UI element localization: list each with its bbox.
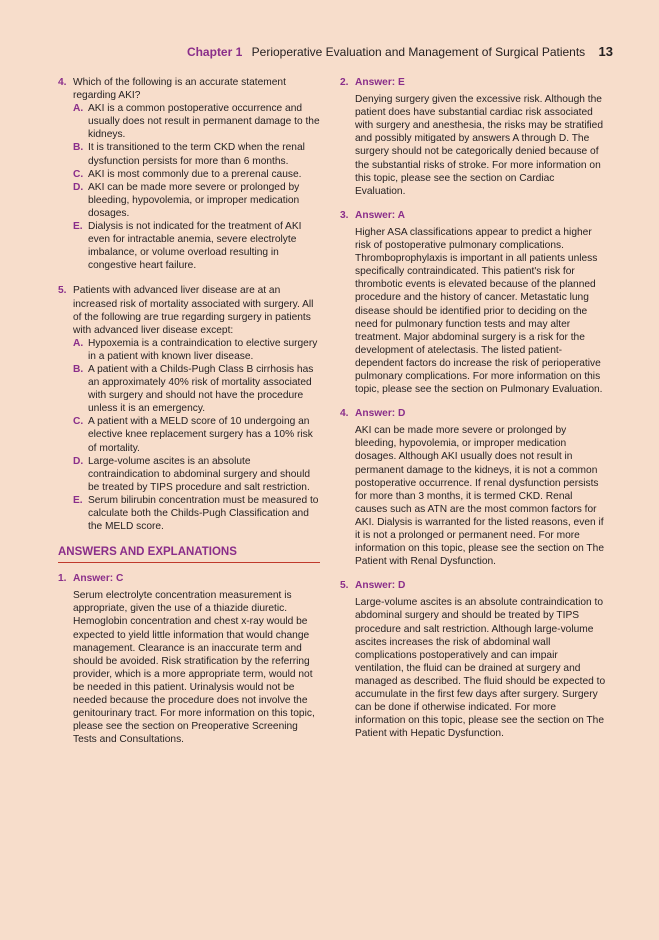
option-b xyxy=(73,141,324,167)
left-column xyxy=(58,76,324,757)
chapter-label: Chapter 1 xyxy=(186,45,243,59)
option-e xyxy=(73,220,324,272)
page-number: 13 xyxy=(598,44,613,59)
answer-label: Answer: E xyxy=(355,77,405,88)
answer-2 xyxy=(340,76,606,198)
question-stem: Which of the following is an accurate statement regarding AKI? xyxy=(73,77,286,102)
answer-number: 4. xyxy=(340,408,349,420)
question-5 xyxy=(58,284,324,533)
option-letter: A. xyxy=(73,337,84,349)
answer-label: Answer: D xyxy=(355,408,406,420)
option-letter: D. xyxy=(73,455,84,467)
option-text: Dialysis is not indicated for the treatment of AKI even for intractable anemia, severe electrolyte imbalance, or volume overload resulting in congestive heart failure. xyxy=(88,221,302,272)
answer-label: Answer: D xyxy=(355,580,406,592)
answer-1 xyxy=(58,572,324,746)
option-letter: B. xyxy=(73,363,84,375)
answer-number: 2. xyxy=(340,77,349,88)
option-text: Serum bilirubin concentration must be measured to calculate both the Childs-Pugh Classification and the MELD score. xyxy=(88,494,319,533)
option-text: Hypoxemia is a contraindication to elective surgery in a patient with known liver disease. xyxy=(88,337,318,362)
question-number: 4. xyxy=(58,77,67,88)
answer-explanation: Large-volume ascites is an absolute contraindication to abdominal surgery and should be treated by TIPS procedure and salt restriction. Although large-volume ascites increases the risk of abdominal wall complications postoperatively and can impair ventilation, the fluid can be drained at surgery and managed as described. The fluid should be expected to accumulate in the first few days after surgery. Surgery can be done if otherwise indicated. For more information on this topic, please see the section on The Patient with Hepatic Dysfunction. xyxy=(355,597,606,740)
question-number: 5. xyxy=(58,285,67,297)
question-4 xyxy=(58,76,324,272)
option-d xyxy=(73,455,324,494)
option-text: AKI is most commonly due to a prerenal cause. xyxy=(88,168,302,180)
answer-explanation: Serum electrolyte concentration measurement is appropriate, given the use of a thiazide diuretic. Hemoglobin concentration and chest x-ray would be expected to yield little information that would change management. Clearance is an inaccurate term and should be avoided. Risk stratification by the referring provider, which is a more appropriate term, would not be needed in this patient. Urinalysis would not be needed because the procedure does not involve the genitourinary tract. For more information on this topic, please see the section on Preoperative Screening Tests and Consultations. xyxy=(73,590,315,746)
option-text: A patient with a Childs-Pugh Class B cirrhosis has an approximately 40% risk of mortality associated with surgery and should not have the procedure unless it is an emergency. xyxy=(88,363,314,415)
running-header xyxy=(187,44,613,60)
option-b xyxy=(73,363,324,415)
answer-5 xyxy=(340,579,606,740)
option-letter: A. xyxy=(73,103,84,115)
option-letter: E. xyxy=(73,494,83,506)
option-a xyxy=(73,102,324,141)
answer-explanation: AKI can be made more severe or prolonged by bleeding, hypovolemia, or improper medication dosages. Although AKI usually does not result in permanent damage to the kidneys, it is not a common postoperative occurrence. If renal dysfunction persists for more than 3 months, it is termed CKD. Renal causes such as ATN are the most common factors for AKI. Dialysis is warranted for the listed reasons, even if it is not a prolonged or permanent need. For more information on this topic, please see the section on The Patient with Renal Dysfunction. xyxy=(355,425,604,568)
option-letter: C. xyxy=(73,168,84,180)
option-letter: B. xyxy=(73,142,84,154)
option-text: AKI can be made more severe or prolonged by bleeding, hypovolemia, or improper medication dosages. xyxy=(88,181,300,219)
option-letter: D. xyxy=(73,181,84,193)
answer-3 xyxy=(340,209,606,396)
option-text: Large-volume ascites is an absolute contraindication to abdominal surgery and should be treated by TIPS procedure and salt restriction. xyxy=(88,455,311,493)
option-c xyxy=(73,415,324,454)
option-letter: E. xyxy=(73,221,83,233)
option-a xyxy=(73,337,324,363)
section-heading: ANSWERS AND EXPLANATIONS xyxy=(58,545,320,563)
option-text: A patient with a MELD score of 10 undergoing an elective knee replacement surgery has a 10% risk of mortality. xyxy=(88,416,313,454)
option-text: AKI is a common postoperative occurrence and usually does not result in permanent damage to the kidneys. xyxy=(88,103,320,141)
question-stem: Patients with advanced liver disease are at an increased risk of mortality associated with surgery. All of the following are true regarding surgery in patients with advanced liver disease except: xyxy=(73,285,314,336)
option-letter: C. xyxy=(73,416,84,428)
answer-number: 5. xyxy=(340,580,349,592)
answer-label: Answer: A xyxy=(355,209,406,221)
option-d xyxy=(73,181,324,220)
answer-4 xyxy=(340,407,606,568)
option-e xyxy=(73,494,324,533)
answer-number: 1. xyxy=(58,573,67,585)
option-text: It is transitioned to the term CKD when the renal dysfunction persists for more than 6 months. xyxy=(88,142,305,167)
answer-label: Answer: C xyxy=(73,573,124,585)
answer-explanation: Higher ASA classifications appear to predict a higher risk of postoperative pulmonary complications. Thromboprophylaxis is important in all patients unless specifically contraindicated. This patient's risk for thrombotic events is elevated because of the planned procedure and the history of cancer. Metastatic lung disease should be identified prior to deciding on the need for pulmonary function tests and may alter treatment. Major abdominal surgery is a risk for the development of atelectasis. The listed patient-dependent factors do increase the risk of perioperative pulmonary complications. For more information on this topic, please see the section on Pulmonary Evaluation. xyxy=(355,226,603,396)
answer-number: 3. xyxy=(340,209,349,221)
answer-explanation: Denying surgery given the excessive risk. Although the patient does have substantial cardiac risk associated with surgery and anesthesia, the risks may be stratified and possibly mitigated by answers A through D. The surgery should not be categorically denied because of the substantial risks of stroke. For more information on this topic, please see the section on Cardiac Evaluation. xyxy=(355,94,604,197)
chapter-title: Perioperative Evaluation and Management of Surgical Patients xyxy=(251,45,586,59)
right-column xyxy=(340,76,606,751)
option-c xyxy=(73,168,324,181)
